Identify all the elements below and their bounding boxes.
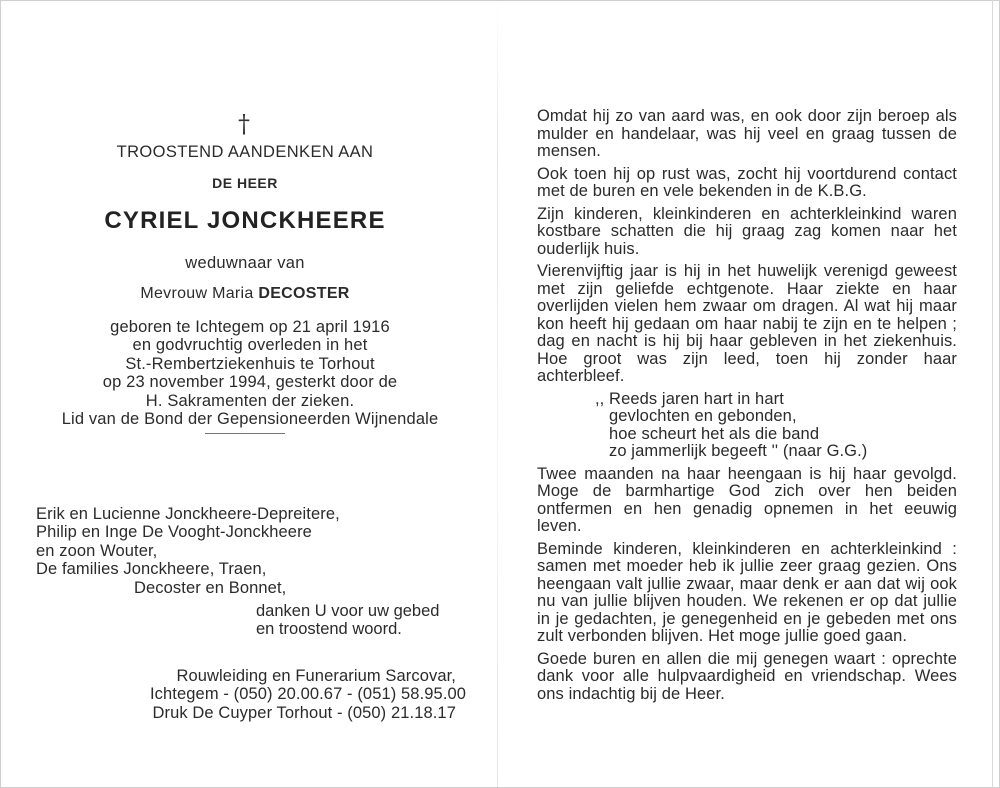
honorific-title: DE HEER bbox=[212, 175, 278, 191]
right-panel bbox=[537, 108, 957, 708]
thanks-text bbox=[256, 602, 439, 639]
bio-line: en godvruchtig overleden in het bbox=[132, 336, 368, 355]
poem-line: zo jammerlijk begeeft '' (naar G.G.) bbox=[609, 442, 868, 460]
poem-line: gevlochten en gebonden, bbox=[609, 407, 797, 425]
bio-line: geboren te Ichtegem op 21 april 1916 bbox=[110, 318, 390, 336]
spouse-name bbox=[40, 285, 450, 303]
divider bbox=[205, 433, 285, 434]
funeral-home-info bbox=[150, 667, 467, 722]
family-line: Decoster en Bonnet, bbox=[134, 578, 287, 597]
paragraph-2: Ook toen hij op rust was, zocht hij voortdurend contact met de buren en vele bekenden in de K.B.G. bbox=[537, 164, 957, 200]
bio-line: St.-Rembertziekenhuis te Torhout bbox=[125, 354, 375, 373]
thanks-line: danken U voor uw gebed bbox=[256, 602, 440, 620]
deceased-name: CYRIEL JONCKHEERE bbox=[104, 207, 386, 234]
bio-line: op 23 november 1994, gesterkt door de bbox=[102, 373, 398, 392]
fold-line bbox=[497, 0, 498, 788]
family-line: De families Jonckheere, Traen, bbox=[36, 560, 267, 579]
funeral-line: Rouwleiding en Funerarium Sarcovar, bbox=[176, 667, 456, 685]
biography bbox=[40, 318, 460, 428]
memorial-heading: TROOSTEND AANDENKEN AAN bbox=[116, 143, 374, 161]
funeral-line: Ichtegem - (050) 20.00.67 - (051) 58.95.00 bbox=[150, 685, 467, 704]
paragraph-3: Zijn kinderen, kleinkinderen en achterkleinkind waren kostbare schatten die hij graag zag komen naar het ouderlijk huis. bbox=[537, 204, 957, 258]
family-line: Erik en Lucienne Jonckheere-Depreitere, bbox=[36, 505, 340, 523]
poem-quote bbox=[537, 391, 957, 461]
bio-line: H. Sakramenten der zieken. bbox=[145, 391, 355, 410]
family-line: en zoon Wouter, bbox=[36, 541, 158, 560]
right-edge bbox=[992, 0, 993, 788]
family-list bbox=[36, 505, 456, 597]
paragraph-1: Omdat hij zo van aard was, en ook door zijn beroep als mulder en handelaar, was hij veel en graag tussen de mensen. bbox=[537, 107, 957, 160]
family-line: Philip en Inge De Vooght-Jonckheere bbox=[36, 523, 312, 542]
spouse-prefix: Mevrouw Maria bbox=[140, 285, 254, 302]
paragraph-5: Twee maanden na haar heengaan is hij haar gevolgd. Moge de barmhartige God zich over hen beiden ontfermen en hen genadig opnemen in het eeuwig leven. bbox=[537, 464, 957, 535]
cross-icon: † bbox=[238, 110, 250, 138]
paragraph-6: Beminde kinderen, kleinkinderen en achterkleinkind : samen met moeder heb ik jullie zeer graag gezien. Ons heengaan valt jullie zwaar, maar denk er aan dat wij ook nu van jullie blijven houden. We rekenen er op dat jullie in je gedachten, je genegenheid en je gebeden met ons zult verbonden blijven. Het moge jullie goed gaan. bbox=[537, 539, 957, 645]
widow-line: weduwnaar van bbox=[185, 254, 305, 272]
left-panel bbox=[0, 0, 497, 788]
bio-line: Lid van de Bond der Gepensioneerden Wijnendale bbox=[61, 410, 439, 429]
paragraph-7: Goede buren en allen die mij genegen waart : oprechte dank voor alle hulpvaardigheid en vriendschap. Wees ons indachtig bij de Heer. bbox=[537, 649, 957, 703]
thanks-line: en troostend woord. bbox=[256, 620, 402, 639]
paragraph-4: Vierenvijftig jaar is hij in het huwelijk verenigd geweest met zijn geliefde echtgenote. Haar ziekte en haar overlijden vielen hem zwaar om dragen. Al wat hij maar kon heeft hij gedaan om haar nabij te zijn en te helpen ; dag en nacht is hij bij haar gebleven in het ziekenhuis. Hoe groot was zijn leed, toen hij zonder haar achterbleef. bbox=[537, 262, 957, 385]
funeral-line: Druk De Cuyper Torhout - (050) 21.18.17 bbox=[152, 703, 456, 722]
poem-line: ,, Reeds jaren hart in hart bbox=[595, 389, 784, 408]
spouse-surname: DECOSTER bbox=[258, 285, 350, 302]
poem-line: hoe scheurt het als die band bbox=[609, 424, 820, 443]
